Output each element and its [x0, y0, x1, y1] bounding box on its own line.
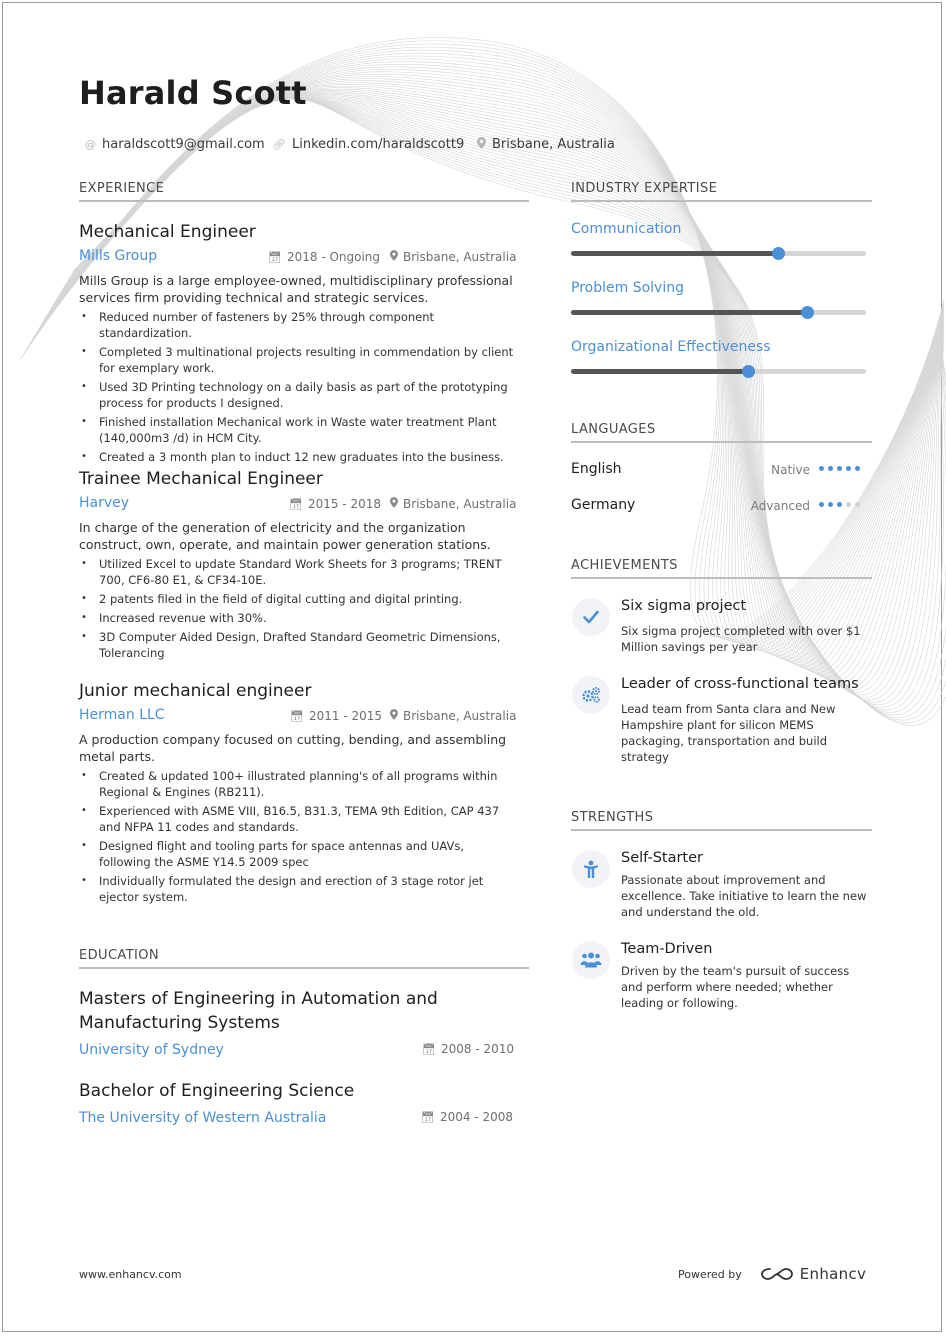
skill-label: Communication	[571, 221, 682, 237]
list-item: • Finished installation Mechanical work in Waste water treatment Plant (140,000m3 /d) in HCM City.	[79, 414, 514, 446]
rating-dot-filled	[855, 466, 860, 471]
job-bullets	[79, 768, 514, 908]
achievements-section-title: ACHIEVEMENTS	[571, 558, 678, 573]
job-location	[390, 250, 516, 264]
experience-section-title: EXPERIENCE	[79, 181, 165, 196]
achievement-description: Lead team from Santa clara and New Hampshire plant for silicon MEMS packaging, transportation and build strategy	[621, 702, 836, 764]
list-item: • Increased revenue with 30%.	[79, 610, 514, 626]
skill-label: Problem Solving	[571, 280, 684, 296]
rating-dot-filled	[837, 466, 842, 471]
contact-linkedin-text: Linkedin.com/haraldscott9	[291, 137, 465, 152]
job-dates	[290, 709, 382, 723]
strength-icon-wrap	[572, 850, 610, 888]
list-item: • 2 patents filed in the field of digital cutting and digital printing.	[79, 591, 514, 607]
skill-bar-fill	[571, 369, 748, 374]
list-item: • Created a 3 month plan to induct 12 new graduates into the business.	[79, 449, 514, 465]
education-school[interactable]: University of Sydney	[79, 1042, 224, 1058]
link-icon: 🔗︎	[272, 138, 286, 151]
job-dates-text: 2018 - Ongoing	[286, 250, 381, 264]
education-section-title: EDUCATION	[79, 948, 160, 963]
gears-icon	[581, 686, 601, 704]
rating-dot-filled	[837, 502, 842, 507]
job-company[interactable]: Harvey	[79, 495, 130, 511]
list-item: • Reduced number of fasteners by 25% through component standardization.	[79, 309, 514, 341]
enhancv-logo-icon	[760, 1266, 794, 1282]
location-pin-icon	[390, 250, 398, 264]
footer-branding[interactable]	[678, 1265, 866, 1283]
calendar-icon: 📅︎	[290, 709, 304, 723]
languages-divider	[571, 441, 872, 443]
language-level: Advanced	[750, 499, 810, 513]
strengths-divider	[571, 829, 872, 831]
skill-bar	[571, 369, 866, 374]
rating-dot-empty	[846, 502, 851, 507]
contact-email[interactable]	[85, 137, 265, 152]
strength-description: Driven by the team's pursuit of success and perform where needed; whether leading or following.	[621, 964, 850, 1010]
job-bullets	[79, 556, 514, 664]
achievement-title: Leader of cross-functional teams	[621, 676, 859, 692]
language-name: English	[571, 461, 622, 477]
rating-dot-filled	[828, 502, 833, 507]
list-item: • Completed 3 multinational projects resulting in commendation by client for exemplary work.	[79, 344, 514, 376]
checkmark-icon	[583, 610, 599, 624]
list-item: • Experienced with ASME VIII, B16.5, B31.3, TEMA 9th Edition, CAP 437 and NFPA 11 codes and standards.	[79, 803, 514, 835]
education-dates-text: 2008 - 2010	[440, 1042, 515, 1056]
contact-location	[477, 137, 615, 152]
rating-dot-filled	[846, 466, 851, 471]
strengths-section-title: STRENGTHS	[571, 810, 654, 825]
strength-icon-wrap	[572, 941, 610, 979]
list-item: • Created & updated 100+ illustrated planning's of all programs within Regional & Engines (RB211).	[79, 768, 514, 800]
rating-dot-filled	[819, 466, 824, 471]
language-rating	[815, 502, 860, 507]
job-company[interactable]: Herman LLC	[79, 707, 165, 723]
calendar-icon: 📅︎	[421, 1110, 435, 1124]
job-title: Junior mechanical engineer	[79, 681, 312, 701]
location-pin-icon	[477, 137, 486, 152]
achievements-divider	[571, 577, 872, 579]
achievement-icon-wrap	[572, 676, 610, 714]
rating-dot-filled	[828, 466, 833, 471]
job-bullets	[79, 309, 514, 468]
skill-bar	[571, 310, 866, 315]
job-dates-text: 2011 - 2015	[308, 709, 383, 723]
education-degree: Masters of Engineering in Automation and Manufacturing Systems	[79, 989, 438, 1033]
calendar-icon: 📅︎	[268, 250, 282, 264]
list-item: • 3D Computer Aided Design, Drafted Standard Geometric Dimensions, Tolerancing	[79, 629, 514, 661]
experience-divider	[79, 200, 529, 202]
brand-name: Enhancv	[799, 1265, 867, 1283]
strength-description: Passionate about improvement and excellence. Take initiative to learn the new and understand the old.	[621, 873, 867, 919]
education-dates	[422, 1042, 514, 1056]
calendar-icon: 📅︎	[289, 497, 303, 511]
achievement-icon-wrap	[572, 598, 610, 636]
job-description: In charge of the generation of electricity and the organization construct, own, operate, and maintain power generation stations.	[79, 520, 491, 552]
language-rating	[815, 466, 860, 471]
skill-bar-knob	[742, 365, 755, 378]
job-description: A production company focused on cutting, bending, and assembling metal parts.	[79, 732, 507, 764]
job-location	[390, 497, 516, 511]
powered-by-label: Powered by	[678, 1267, 742, 1281]
education-school[interactable]: The University of Western Australia	[79, 1110, 327, 1126]
education-dates	[421, 1110, 513, 1124]
job-title: Mechanical Engineer	[79, 222, 256, 242]
languages-section-title: LANGUAGES	[571, 422, 656, 437]
job-description: Mills Group is a large employee-owned, multidisciplinary professional services firm providing technical and strategic services.	[79, 273, 513, 305]
contact-linkedin[interactable]	[272, 137, 464, 152]
skill-bar-knob	[801, 306, 814, 319]
team-icon	[580, 952, 602, 968]
candidate-name: Harald Scott	[79, 74, 307, 112]
job-title: Trainee Mechanical Engineer	[79, 469, 323, 489]
education-dates-text: 2004 - 2008	[439, 1110, 514, 1124]
person-icon	[584, 860, 598, 878]
job-dates	[268, 250, 380, 264]
job-company[interactable]: Mills Group	[79, 248, 158, 264]
skill-bar-fill	[571, 251, 778, 256]
achievement-title: Six sigma project	[621, 598, 747, 614]
job-dates	[289, 497, 381, 511]
job-location	[390, 709, 516, 723]
location-pin-icon	[390, 497, 398, 511]
education-divider	[79, 967, 529, 969]
expertise-section-title: INDUSTRY EXPERTISE	[571, 181, 718, 196]
job-dates-text: 2015 - 2018	[307, 497, 382, 511]
achievement-description: Six sigma project completed with over $1 Million savings per year	[621, 624, 861, 654]
skill-label: Organizational Effectiveness	[571, 339, 771, 355]
skill-bar-knob	[772, 247, 785, 260]
education-degree: Bachelor of Engineering Science	[79, 1081, 355, 1101]
skill-bar-fill	[571, 310, 807, 315]
job-location-text: Brisbane, Australia	[403, 250, 517, 264]
list-item: • Designed flight and tooling parts for space antennas and UAVs, following the ASME Y14.5 2009 spec	[79, 838, 514, 870]
at-icon: @	[85, 138, 96, 151]
contact-location-text: Brisbane, Australia	[492, 137, 615, 152]
contact-email-text: haraldscott9@gmail.com	[102, 137, 265, 152]
rating-dot-filled	[819, 502, 824, 507]
language-name: Germany	[571, 497, 636, 513]
list-item: • Utilized Excel to update Standard Work Sheets for 3 programs; TRENT 700, CF6-80 E1, & CF34-10E.	[79, 556, 514, 588]
skill-bar	[571, 251, 866, 256]
language-level: Native	[771, 463, 810, 477]
strength-title: Self-Starter	[621, 850, 704, 866]
footer-website[interactable]: www.enhancv.com	[79, 1268, 182, 1281]
job-location-text: Brisbane, Australia	[403, 497, 517, 511]
calendar-icon: 📅︎	[422, 1042, 436, 1056]
rating-dot-empty	[855, 502, 860, 507]
list-item: • Individually formulated the design and erection of 3 stage rotor jet ejector system.	[79, 873, 514, 905]
strength-title: Team-Driven	[621, 941, 713, 957]
list-item: • Used 3D Printing technology on a daily basis as part of the prototyping process for products I designed.	[79, 379, 514, 411]
job-location-text: Brisbane, Australia	[403, 709, 517, 723]
location-pin-icon	[390, 709, 398, 723]
expertise-divider	[571, 200, 872, 202]
